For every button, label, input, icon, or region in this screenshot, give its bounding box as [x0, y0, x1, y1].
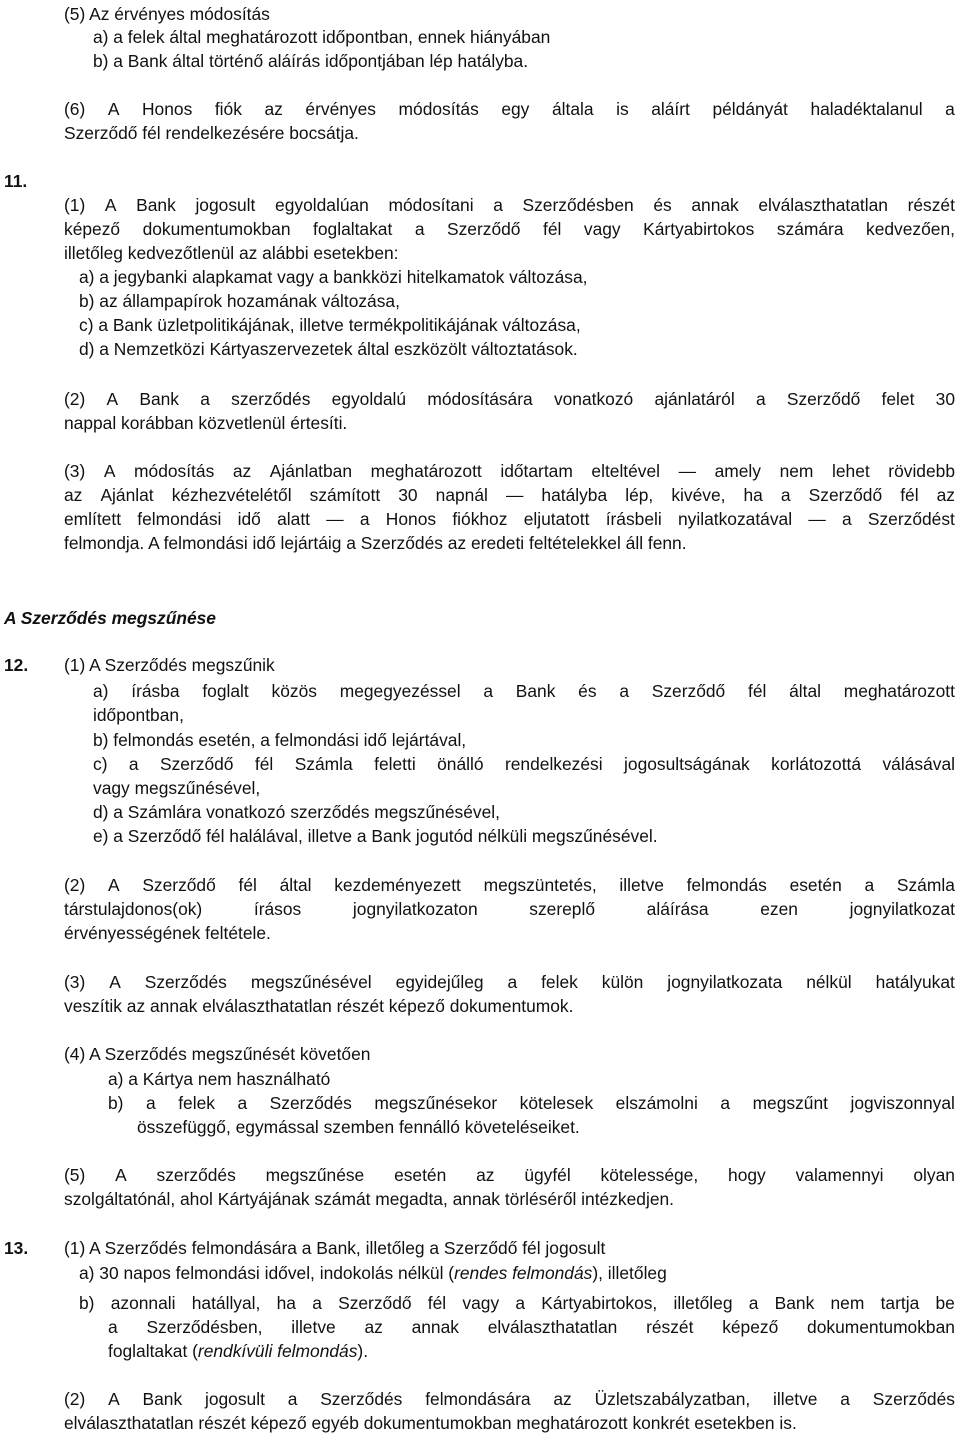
s12-p1-a-line2: időpontban, [93, 705, 184, 725]
s10-p6-line1: (6) A Honos fiók az érvényes módosítás egy általa is aláírt példányát haladéktalanul a [64, 99, 955, 119]
s10-p5-a: a) a felek által meghatározott időpontban, ennek hiányában [93, 27, 551, 47]
s13-p1-a-tail: ), illetőleg [592, 1263, 667, 1283]
s13-p2-line2: elválaszthatatlan részét képező egyéb dokumentumokban meghatározott konkrét esetekben is. [64, 1413, 797, 1433]
s13-p1-a-italic: rendes felmondás [454, 1263, 593, 1283]
s13-p1-a-text: a) 30 napos felmondási idővel, indokolás nélkül ( [79, 1263, 455, 1283]
s13-p1-b-line3 [108, 1339, 368, 1363]
s12-number: 12. [4, 655, 29, 675]
s11-p1-d: d) a Nemzetközi Kártyaszervezetek által eszközölt változtatások. [79, 339, 578, 359]
s12-p4-a: a) a Kártya nem használható [108, 1069, 331, 1089]
s11-p3-line1: (3) A módosítás az Ajánlatban meghatározott időtartam elteltével — amely nem lehet rövidebb [64, 461, 955, 481]
s13-number: 13. [4, 1238, 29, 1258]
s12-p3-line1: (3) A Szerződés megszűnésével egyidejűleg a felek külön jognyilatkozata nélkül hatályukat [64, 972, 955, 992]
s12-p5-line2: szolgáltatónál, ahol Kártyájának számát megadta, annak törléséről intézkedjen. [64, 1189, 674, 1209]
s11-p3-line3: említett felmondási idő alatt — a Honos fiókhoz eljutatott írásbeli nyilatkozatával — a Szerződést [64, 509, 955, 529]
section-heading: A Szerződés megszűnése [4, 608, 216, 628]
s13-p1-b-line2: a Szerződésben, illetve az annak elválaszthatatlan részét képező dokumentumokban [108, 1317, 955, 1337]
s12-p1-c-line1: c) a Szerződő fél Számla feletti önálló rendelkezési jogosultságának korlátozottá válásával [93, 754, 955, 774]
s12-p2-line2: társtulajdonos(ok) írásos jognyilatkozaton szereplő aláírása ezen jognyilatkozat [64, 899, 955, 919]
s13-p1-b-line1: b) azonnali hatállyal, ha a Szerződő fél vagy a Kártyabirtokos, illetőleg a Bank nem tartja be [79, 1293, 955, 1313]
s12-p1-a-line1: a) írásba foglalt közös megegyezéssel a Bank és a Szerződő fél által meghatározott [93, 681, 955, 701]
s12-p3-line2: veszítik az annak elválaszthatatlan részét képező dokumentumok. [64, 996, 574, 1016]
s13-p1-b3-text: foglaltakat ( [108, 1341, 198, 1361]
s11-p1-a: a) a jegybanki alapkamat vagy a bankközi hitelkamatok változása, [79, 267, 588, 287]
s12-p4-b-line1: b) a felek a Szerződés megszűnésekor kötelesek elszámolni a megszűnt jogviszonnyal [108, 1093, 955, 1113]
s12-p4-head: (4) A Szerződés megszűnését követően [64, 1044, 371, 1064]
s11-p1-c: c) a Bank üzletpolitikájának, illetve termékpolitikájának változása, [79, 315, 581, 335]
s12-p1-head: (1) A Szerződés megszűnik [64, 655, 275, 675]
s11-p1-line3: illetőleg kedvezőtlenül az alábbi esetekben: [64, 243, 399, 263]
s10-p5-head: (5) Az érvényes módosítás [64, 4, 270, 24]
s11-p1-b: b) az állampapírok hozamának változása, [79, 291, 400, 311]
s12-p1-c-line2: vagy megszűnésével, [93, 778, 261, 798]
s11-p2-line1: (2) A Bank a szerződés egyoldalú módosítására vonatkozó ajánlatáról a Szerződő felet 30 [64, 389, 955, 409]
s13-p2-line1: (2) A Bank jogosult a Szerződés felmondására az Üzletszabályzatban, illetve a Szerződés [64, 1389, 955, 1409]
s10-p6-line2: Szerződő fél rendelkezésére bocsátja. [64, 123, 359, 143]
s10-p5-b: b) a Bank által történő aláírás időpontjában lép hatályba. [93, 51, 529, 71]
s12-p2-line3: érvényességének feltétele. [64, 923, 271, 943]
s11-p3-line4: felmondja. A felmondási idő lejártáig a Szerződés az eredeti feltételekkel áll fenn. [64, 533, 687, 553]
s12-p1-b: b) felmondás esetén, a felmondási idő lejártával, [93, 730, 467, 750]
s11-p1-line2: képező dokumentumokban foglaltakat a Szerződő fél vagy Kártyabirtokos számára kedvezően, [64, 219, 955, 239]
s11-p3-line2: az Ajánlat kézhezvételétől számított 30 napnál — hatályba lép, kivéve, ha a Szerződő fél az [64, 485, 955, 505]
s13-p1-head: (1) A Szerződés felmondására a Bank, illetőleg a Szerződő fél jogosult [64, 1238, 606, 1258]
s11-p1-line1: (1) A Bank jogosult egyoldalúan módosítani a Szerződésben és annak elválaszthatatlan részét [64, 195, 955, 215]
s11-p2-line2: nappal korábban közvetlenül értesíti. [64, 413, 348, 433]
s12-p4-b-line2: összefüggő, egymással szemben fennálló követeléseiket. [137, 1117, 580, 1137]
s13-p1-b3-italic: rendkívüli felmondás [197, 1341, 358, 1361]
s12-p1-e: e) a Szerződő fél halálával, illetve a Bank jogutód nélküli megszűnésével. [93, 826, 658, 846]
s13-p1-a [79, 1261, 667, 1285]
s11-number: 11. [4, 171, 28, 191]
s12-p5-line1: (5) A szerződés megszűnése esetén az ügyfél kötelessége, hogy valamennyi olyan [64, 1165, 955, 1185]
s12-p2-line1: (2) A Szerződő fél által kezdeményezett megszüntetés, illetve felmondás esetén a Számla [64, 875, 955, 895]
s12-p1-d: d) a Számlára vonatkozó szerződés megszűnésével, [93, 802, 500, 822]
s13-p1-b3-tail: ). [357, 1341, 369, 1361]
